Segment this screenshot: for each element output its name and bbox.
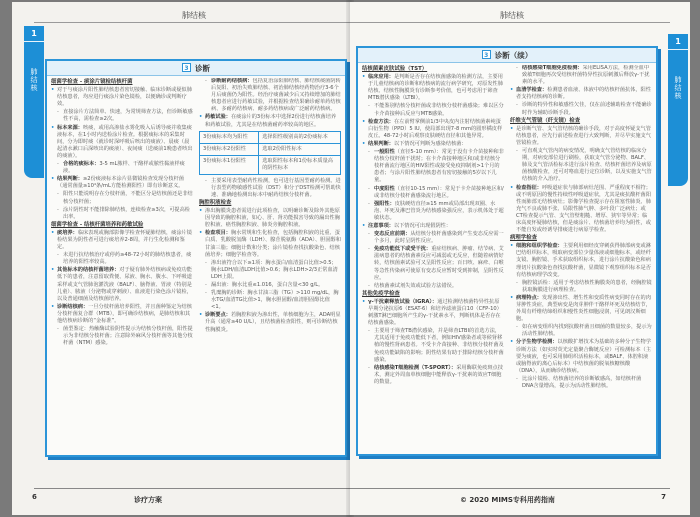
bullet-item (510, 243, 652, 278)
sub-item (362, 283, 504, 290)
subsection-heading: 细菌学检查 - 结核杆菌培养和药敏试验 (51, 221, 144, 228)
bullet-item (362, 74, 504, 102)
bullet-item (51, 125, 193, 160)
item-text: 诊断的特异性和敏感性欠佳，仅在前述辅助检查不能确诊时作为辅助诊断手段。 (522, 102, 652, 116)
item-keyword: 结果判断： (57, 176, 83, 183)
table-cell: 3份痰标本2份阳性 (200, 143, 259, 155)
sub-item (362, 328, 504, 363)
section-title (47, 61, 345, 76)
sub-item (199, 282, 341, 289)
bullet-item (510, 185, 652, 235)
item-keyword: 血清学检查： (516, 87, 548, 94)
item-text: 一旦分枝杆菌培养阳性，并且菌种鉴定为结核分枝杆菌复合群（MTB），即可确诊结核病，是肺结核和其他结核病诊断的“金标准”。 (57, 303, 192, 324)
bullet-item (51, 87, 193, 108)
subsection-heading: 其他免疫学检查 (362, 290, 400, 297)
item-keyword: 强阳性： (374, 200, 395, 207)
bullet-item (362, 141, 504, 148)
sub-item (199, 178, 341, 199)
table-row (200, 155, 341, 174)
bullet-item (51, 230, 193, 251)
right-page (350, 2, 690, 515)
item-keyword: 诊断结核病： (57, 303, 89, 310)
table-row (200, 143, 341, 155)
section-title-text: 诊断（续） (494, 51, 533, 60)
item-keyword: 中度阳性 (374, 185, 395, 192)
item-text: 比涂片镜检、结核菌培养的诊断敏感高，如结核杆菌DNA含量增高，提示为活动性肺结核。 (522, 375, 642, 390)
item-text: 咳痰，或用高渗盐水雾化吸入后诱导痰并收集痰液标本，在1小时内送检涂片检查。根据痰标本的采集时间，分为即时痰（就诊时深呼吸后咳出的痰液）、晨痰（晨起清水漱口后深咳出的痰液）、夜间痰（送痰前1晚患者咳出的痰液）。 (57, 124, 193, 159)
item-keyword: 合格的痰标本： (63, 161, 100, 168)
sub-item (362, 231, 504, 245)
page-number: 7 (661, 493, 666, 501)
table-cell: 选取阳性标本和1份标本质量高的阴性标本 (259, 155, 341, 174)
item-keyword: 诊断耐药结核病： (211, 78, 253, 84)
chapter-tab (24, 26, 44, 178)
subsection-heading: 胸腔积液检查 (199, 199, 232, 206)
item-keyword: 结核感染T细胞检测（T-SPORT）： (374, 364, 457, 371)
sub-item (362, 186, 504, 200)
item-text: 可直观支气管内的病变情况，明确支气管结核的临床分期，对病变部位进行刷检，获取支气管分泌物、BALF、肺及支气管活检标本进行涂片检查、结核杆菌培养及病原菌核酸检查，还可对咯血进行定位诊断，以及实施支气管结核的介入治疗。 (522, 148, 652, 183)
item-text: 未进行抗结核治疗或停药≥48-72小时的肺结核患者，痰培养的阳性率较高。 (63, 252, 192, 266)
table-cell: 3份痰标本均为阳性 (200, 131, 259, 143)
bullet-item (199, 208, 341, 229)
item-text: 直接涂片方法简单、快速，为常规筛查方法，但诊断敏感性不高，需检查≥2次。 (63, 109, 193, 123)
item-text: （直径10-15 mm）：常见于卡介苗接种地区和/或非结核分枝杆菌感染流行地区。 (374, 185, 504, 199)
diagnosis-continued-box (356, 46, 658, 456)
chapter-tab (668, 34, 688, 186)
sub-item (51, 252, 193, 266)
item-keyword: 药敏试验： (205, 114, 231, 121)
item-text: 结核菌素试剂失效或试验方法错误。 (374, 282, 458, 289)
sub-item (199, 78, 341, 113)
section-title (358, 48, 656, 63)
section-number-badge: 3 (182, 63, 191, 72)
right-column-1 (362, 65, 504, 452)
bullet-item (199, 312, 341, 333)
item-keyword: 一般阳性 (374, 149, 395, 156)
item-text: 临床表现或胸部影像学检查怀疑肺结核，痰涂片镜检结果为阴性者可进行痰培养2-8周，并行生化检测和鉴定。 (57, 229, 192, 251)
item-keyword: 细胞和组织学检查： (516, 243, 563, 250)
item-keyword: 痰培养： (57, 229, 78, 236)
footer-text: 诊疗方案 (134, 496, 162, 504)
sub-item (510, 376, 652, 390)
item-text: 渗出胸膜炎患者需进行此项检查，以明确诊断及除外其他原因导致的胸腔积液，如心、肝、肾功能损害导致的漏出性胸腔积液、癌性胸腔积液、肺炎旁胸腔积液。 (205, 208, 340, 229)
item-text: 不能鉴别结核分枝杆菌或非结核分枝杆菌感染；难以区分卡介苗接种后反应与MTB感染。 (374, 103, 504, 117)
item-keyword: 检查指征： (516, 184, 542, 191)
table-body (200, 131, 341, 174)
section-title-text: 诊断 (195, 64, 210, 73)
item-text: 渗出液符合以下≥1项：胸水蛋白/血清蛋白比值>0.5；胸水LDH/血清LDH比值>0.6；胸水LDH>2/3正常血清LDH上限。 (211, 259, 338, 280)
item-text: 采用酶联免疫斑点技术，测定外周血单核细胞中能释放γ-干扰素的效应T细胞的数量。 (374, 364, 503, 385)
chapter-label: 肺结核 (674, 76, 682, 100)
item-text: 主要利用细经皮穿刺获得肺部病变或淋巴结组织标本，吸取病变部位少量体液或细胞标本，或经纤支镜、胸腔镜、手术获取组织标本，进行涂片抗酸染色和病理切片抗酸染色查找抗酸杆菌，显微镜下观察组织标本是否有结核病理学改变。 (516, 243, 651, 278)
bullet-item (199, 114, 341, 128)
item-keyword: 结果判断： (368, 140, 394, 147)
bullet-item (51, 304, 193, 325)
bullet-item (362, 223, 504, 230)
subsection-heading: 病理学检查 (510, 235, 537, 242)
item-keyword: 免疫功能低下或受干扰： (374, 246, 432, 253)
sub-item (199, 260, 341, 281)
sensitivity-table (199, 131, 341, 175)
sub-item (510, 102, 652, 116)
sub-item (362, 201, 504, 222)
item-text: 对于与痰涂片阳性肺结核患者密切接触、临床诊断或疑似肺结核患者，均应进行痰涂片染色镜检，以便确诊或判断疗效。 (57, 87, 192, 108)
item-text: 是诊断气管、支气管结核的确诊手段，对于高度怀疑支气管结核患者，应先行前述检查进行大致判断，并尽早实施支气管镜检查。 (516, 125, 651, 146)
table-cell: 选取2份阳性标本 (259, 143, 341, 155)
item-text: 如在病变组织内找到抗酸杆菌且细菌的数量较多，提示为活动性肺结核。 (522, 324, 652, 338)
item-text: 通过检测结核菌特异性抗原早期分泌抗原6（ESAT-6）和培养滤液蛋白10（CFP-10）刺激T淋巴细胞所产生的γ-干扰素水平，判断机体是否存在结核菌感染。 (368, 298, 502, 327)
header-rule (350, 22, 670, 23)
item-text: 包括复治涂阳肺结核、肺结核痰菌阴转后复阳、初治失败肺结核、初治肺结核经药物治疗3-6个月后痰菌仍为阳性。经治疗痰菌减少后又持续增加的肺结核患者应进行药敏试验，并根据检查结果确诊耐单药结核病、多耐药结核病、耐多药结核病或广泛耐药结核病。 (211, 78, 341, 113)
item-keyword: 分子生物学检测： (516, 339, 558, 346)
item-text: 胸水常规和生化检查，包括胸腔积液的比重、蛋白质、乳酸脱氢酶（LDH）、腺苷脱氨酶（ADA）、胆固醇和甘油三脂；细胞计数和分类；涂片镜检查找抗酸染色、结核菌培养；细胞学检查等。 (205, 230, 341, 258)
sub-item (362, 365, 504, 386)
header-rule (34, 22, 350, 23)
left-column-1 (51, 78, 193, 453)
item-keyword: 临床应用： (368, 74, 394, 81)
bullet-item (510, 339, 652, 374)
item-text: 涂片阴性时不能排除肺结核，连续检查≥3次，可提高检出率。 (63, 206, 190, 220)
left-page (12, 2, 350, 515)
item-text: 主要采用表型耐药性检测，也可进行基因型耐药检测。进行表型药物敏感性试验（DST）和分子DST检测可帮助快速、准确地检测出标本中耐药结核分枝杆菌。 (211, 177, 341, 198)
item-text: 以下情况可判断为感染结核菌： (393, 140, 467, 147)
footer-rule (34, 488, 350, 489)
diagnosis-box (45, 59, 347, 457)
sub-item (510, 324, 652, 338)
item-keyword: 诊断要点： (205, 312, 231, 319)
sub-item (199, 290, 341, 311)
sub-item (362, 246, 504, 281)
item-text: 若胸腔积液为渗出性，单核细胞为主，ADA明显升高（通常≥40 U/L），且结核菌检查阳性，则可诊断结核性胸膜炎。 (205, 312, 341, 333)
bullet-item (51, 176, 193, 190)
item-text: 检测患者血液、体液中的结核杆菌抗体，阳性者支持结核病的诊断。 (516, 87, 651, 101)
item-keyword: γ-干扰素释放试验（IGRA）： (368, 298, 438, 305)
chapter-label: 肺结核 (30, 68, 38, 92)
table-cell: 3份痰标本1份阳性 (200, 155, 259, 174)
item-text: 漏出液：胸水比重≤1.016，蛋白含量<30 g/L。 (211, 281, 324, 288)
sub-item (362, 103, 504, 117)
running-head: 肺结核 (182, 11, 206, 20)
item-text: 发现渗出性、增生性和变质性病变同时存在的肉芽肿性炎症，典型病变是肉芽肿伴干酪样坏死及结核结节，外周有纤维结缔组织和慢性炎性细胞浸润，可见朗汉斯细胞。 (516, 294, 651, 323)
bullet-item (510, 126, 652, 147)
item-text: 以核酸扩增技术为基础的多种分子生物学诊断方法（如实时荧光定量聚合酶链反应）可检测标本（主要为痰液，也可采用肺组织活检标本，或BALF、体腔积液或脑脊液的离心后标本）中结核菌的脱氧核糖核酸（DNA），从而确诊结核病。 (516, 339, 651, 374)
item-keyword: 结核感染T细胞免疫检测： (522, 65, 583, 71)
item-text: 皮肤硬结直径≥15 mm或局部出现双圈、水泡、坏死及淋巴管炎为结核感染强反应，表示机体处于超敏状态。 (374, 200, 504, 221)
sub-item (51, 326, 193, 347)
bullet-item (362, 119, 504, 140)
item-text: （直径5-10 mm）：常见于没有卡介苗接种和非结核分枝杆菌干扰时；在卡介苗接种地区和/或非结核分枝杆菌流行地区的HIV阳性或接受免疫抑制剂>1个月的患者；与涂片阳性肺结核患者有密切接触的5岁以下儿童。 (374, 149, 504, 184)
sub-item (51, 109, 193, 123)
item-text: 在左前臂掌侧前1/3中央皮内注射结核菌素纯蛋白衍生物（PPD）5 IU，使局部出现7-8 mm的圆形橘皮样皮丘。48-72小时后观察皮肤硬结直径和其他异常。 (368, 118, 503, 139)
table-row (200, 131, 341, 143)
item-keyword: 注意事项： (368, 222, 394, 229)
item-text: 在痰涂片的3份标本中选择2份进行结核菌培养和药敏试验，尤其是在结核菌耐药率较高的地区。 (205, 114, 337, 128)
footer-rule (350, 488, 670, 489)
item-text: 重症结核病、肿瘤、结节病、艾滋病患者的结核菌素反应可减弱或无反应，但随着病情好转，结核菌素试验可又呈阳性反应；百日咳、麻疹、白喉等急性传染病可使原有变态反应暂时受到抑制，呈阴性反应。 (374, 246, 504, 281)
item-text: 3-5 mL脓样、干酪样或脓性黏液样痰液。 (63, 161, 185, 175)
item-keyword: 其他标本的结核杆菌培养： (57, 267, 120, 274)
item-text: ≥2份痰液标本涂片显微镜检查发现分枝杆菌（通常菌量≥10⁴条/mL方能检测阳性）即有诊断意义。 (57, 176, 184, 190)
item-text: 乳糜胸的诊断：胸水甘油三脂（TG）>110 mg/dL，胸水TG/血清TG比值>1，胸水胆固醇/血清胆固醇比值<1。 (211, 290, 339, 311)
item-text: 采用ELISA方法，检测全血中致敏T细胞再次受结核杆菌特异性抗原刺激后释放γ-干扰素的水平。 (522, 65, 650, 86)
subsection-heading: 纤维支气管镜（纤支镜）检查 (510, 117, 581, 124)
item-keyword: 检查方法： (368, 118, 394, 125)
section-number-badge: 3 (482, 50, 491, 59)
item-text: 是判断是否存在结核菌感染的检测方法，主要用于儿童结核病的诊断和结核病的流行病学研究，对原发性肺结核、结核性胸膜炎有诊断参考价值，也可考虑用于筛查MTB潜伏感染（LTBI）。 (368, 74, 503, 102)
item-text: 胸腔镜活检：适用于考虑结核性胸膜炎的患者，经胸腔镜获取胸膜进行病理检查。 (522, 279, 652, 293)
item-text: 阳性只能说明存在分枝杆菌，不能区分是结核菌还是非结核分枝杆菌； (63, 191, 193, 205)
bullet-item (510, 87, 652, 101)
table-cell: 选择阳性级别高的2份痰标本 (259, 131, 341, 143)
item-text: 从结核分枝杆菌感染到产生变态反应需一个多月，此时呈阴性反应。 (374, 231, 504, 245)
item-text: 以下情况可出现假阴性： (393, 222, 452, 229)
item-text: 对于疑有肺外结核病或免疫功能低下的患者，注意留取粪便、尿液、胸水、腹水、下呼吸道采样或支气管肺泡灌洗液（BALF）、脑脊液、胃液（特别是儿童）、脓液（分泌物或穿刺液）、血液进行染色涂片镜检，以及普通细菌及结核菌培养。 (57, 267, 192, 302)
bullet-item (199, 230, 341, 258)
sub-item (510, 148, 652, 183)
bullet-item (510, 295, 652, 323)
chapter-number: 1 (24, 26, 44, 42)
right-column-2 (510, 65, 652, 452)
page-number: 6 (32, 493, 37, 501)
item-text: 菌型鉴定：热触酶试验阴性提示为结核分枝杆菌，阳性提示为非结核分枝杆菌；注意除外麻风分枝杆菌等其他分枝杆菌（NTM）感染。 (63, 326, 193, 347)
footer-copyright: © 2020 MIMS专科用药指南 (460, 496, 555, 504)
bullet-item (362, 299, 504, 327)
sub-item (51, 207, 193, 221)
col2-post (199, 178, 341, 334)
subsection-heading: 细菌学检查 - 痰涂片镜检结核杆菌 (51, 79, 133, 85)
item-keyword: 变态反应前期： (374, 231, 411, 238)
sub-item (362, 149, 504, 184)
bullet-item (51, 267, 193, 302)
sub-item (51, 191, 193, 205)
sub-item (510, 280, 652, 294)
sub-item (510, 65, 652, 86)
col2-pre (199, 78, 341, 129)
chapter-number: 1 (668, 34, 688, 50)
item-text: 呼吸道症状与肺部病灶范围、严重程度不相符；或不明原因的慢性持续性呼吸道症状，尤其是痰抗酸杆菌阳性而肺部无结核病灶；影像学检查提示存在阻塞性肺炎、肺充气不良或肺不张、局限性肺气肿、多叶段广泛病灶；或CT检查提示气管、支气管壁粗糙、增厚、狭窄等异常；临床高度怀疑肺结核，但是痰涂片、结核菌培养均为阴性，或不能自发或经诱导排痰进行病原学检查。 (516, 184, 651, 234)
item-keyword: 检查项目： (205, 230, 231, 237)
subsection-heading: 结核菌素皮肤试验（TST） (362, 66, 428, 72)
running-head: 肺结核 (500, 11, 524, 20)
item-text: 主要用于筛查TB潜伏感染，并是筛查LTBI的首选方法，尤其适用于免疫功能低下者，例如HIV感染者或等候肾移植的慢性肾病患者。不受卡介苗接种、非结核分枝杆菌及免疫功能缺陷的影响；阴性结果有助于排除结核分枝杆菌感染。 (374, 328, 504, 363)
item-keyword: 病理特点： (516, 294, 542, 301)
sub-item (51, 161, 193, 175)
item-keyword: 标本来源： (57, 124, 83, 131)
left-column-2 (199, 78, 341, 453)
